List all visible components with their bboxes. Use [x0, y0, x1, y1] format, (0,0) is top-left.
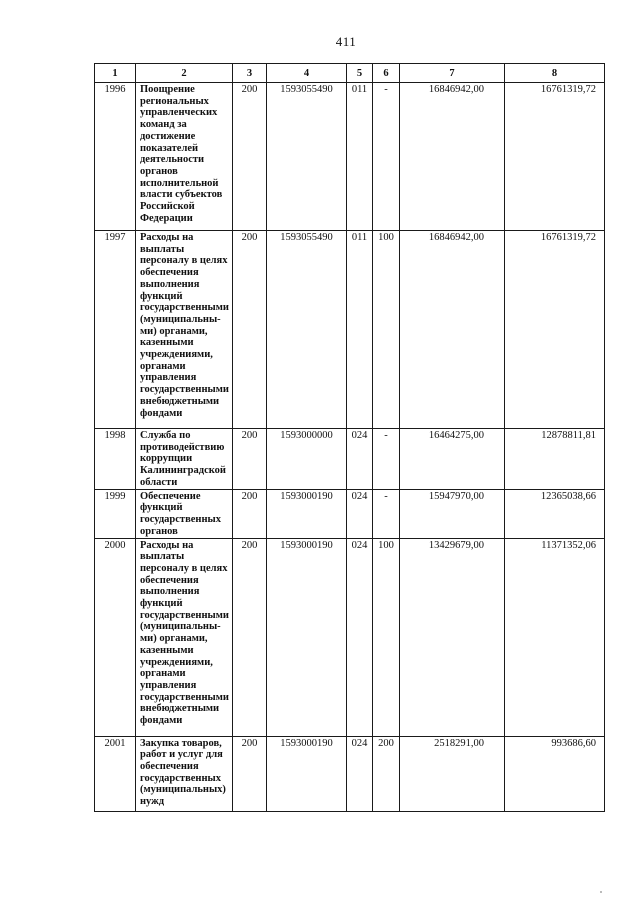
- amount-col-7: 13429679,00: [400, 538, 505, 736]
- code-col-3: 200: [233, 429, 267, 490]
- code-col-5: 011: [347, 231, 373, 429]
- amount-col-8: 16761319,72: [505, 231, 605, 429]
- amount-col-7: 16464275,00: [400, 429, 505, 490]
- header-col-2: 2: [136, 64, 233, 83]
- code-col-5: 024: [347, 538, 373, 736]
- amount-col-8: 12878811,81: [505, 429, 605, 490]
- header-col-3: 3: [233, 64, 267, 83]
- code-col-5: 011: [347, 83, 373, 231]
- expense-name: Поощрение региональных управленческих команд за достижение показателей деятельности органов исполнительной власти субъектов Российской Федерации: [136, 83, 233, 231]
- scan-speck: [600, 891, 602, 893]
- expense-type-code: 100: [373, 231, 400, 429]
- amount-col-7: 16846942,00: [400, 231, 505, 429]
- code-col-5: 024: [347, 489, 373, 538]
- expense-type-code: -: [373, 429, 400, 490]
- amount-col-7: 15947970,00: [400, 489, 505, 538]
- table-row: [95, 538, 605, 736]
- budget-table: [94, 63, 605, 812]
- table-row: [95, 489, 605, 538]
- amount-col-8: 993686,60: [505, 736, 605, 811]
- code-col-3: 200: [233, 83, 267, 231]
- row-number: 1998: [95, 429, 136, 490]
- amount-col-8: 12365038,66: [505, 489, 605, 538]
- expense-name: Обеспечение функций государственных органов: [136, 489, 233, 538]
- code-col-3: 200: [233, 489, 267, 538]
- amount-col-8: 11371352,06: [505, 538, 605, 736]
- header-col-6: 6: [373, 64, 400, 83]
- expense-name: Расходы на выплаты персоналу в целях обеспечения выполнения функций государственными (муниципальны-ми) органами, казенными учреждениями, органами управления государственными внебюджетными фондами: [136, 231, 233, 429]
- expense-type-code: -: [373, 83, 400, 231]
- amount-col-8: 16761319,72: [505, 83, 605, 231]
- header-col-7: 7: [400, 64, 505, 83]
- header-col-4: 4: [267, 64, 347, 83]
- header-col-8: 8: [505, 64, 605, 83]
- code-col-3: 200: [233, 231, 267, 429]
- page-number: 411: [335, 34, 357, 49]
- amount-col-7: 2518291,00: [400, 736, 505, 811]
- table-row: [95, 83, 605, 231]
- row-number: 1997: [95, 231, 136, 429]
- table-row: [95, 736, 605, 811]
- code-col-3: 200: [233, 538, 267, 736]
- table-row: [95, 429, 605, 490]
- row-number: 2001: [95, 736, 136, 811]
- code-col-5: 024: [347, 429, 373, 490]
- target-article-code: 1593055490: [267, 231, 347, 429]
- header-row: [95, 64, 605, 83]
- expense-name: Расходы на выплаты персоналу в целях обеспечения выполнения функций государственными (муниципальны-ми) органами, казенными учреждениями, органами управления государственными внебюджетными фондами: [136, 538, 233, 736]
- row-number: 1996: [95, 83, 136, 231]
- target-article-code: 1593000190: [267, 736, 347, 811]
- code-col-3: 200: [233, 736, 267, 811]
- row-number: 2000: [95, 538, 136, 736]
- code-col-5: 024: [347, 736, 373, 811]
- target-article-code: 1593055490: [267, 83, 347, 231]
- target-article-code: 1593000190: [267, 538, 347, 736]
- expense-name: Закупка товаров, работ и услуг для обеспечения государственных (муниципальных) нужд: [136, 736, 233, 811]
- expense-name: Служба по противодействию коррупции Калининградской области: [136, 429, 233, 490]
- expense-type-code: 100: [373, 538, 400, 736]
- table-row: [95, 231, 605, 429]
- amount-col-7: 16846942,00: [400, 83, 505, 231]
- header-col-5: 5: [347, 64, 373, 83]
- target-article-code: 1593000190: [267, 489, 347, 538]
- expense-type-code: 200: [373, 736, 400, 811]
- header-col-1: 1: [95, 64, 136, 83]
- row-number: 1999: [95, 489, 136, 538]
- expense-type-code: -: [373, 489, 400, 538]
- target-article-code: 1593000000: [267, 429, 347, 490]
